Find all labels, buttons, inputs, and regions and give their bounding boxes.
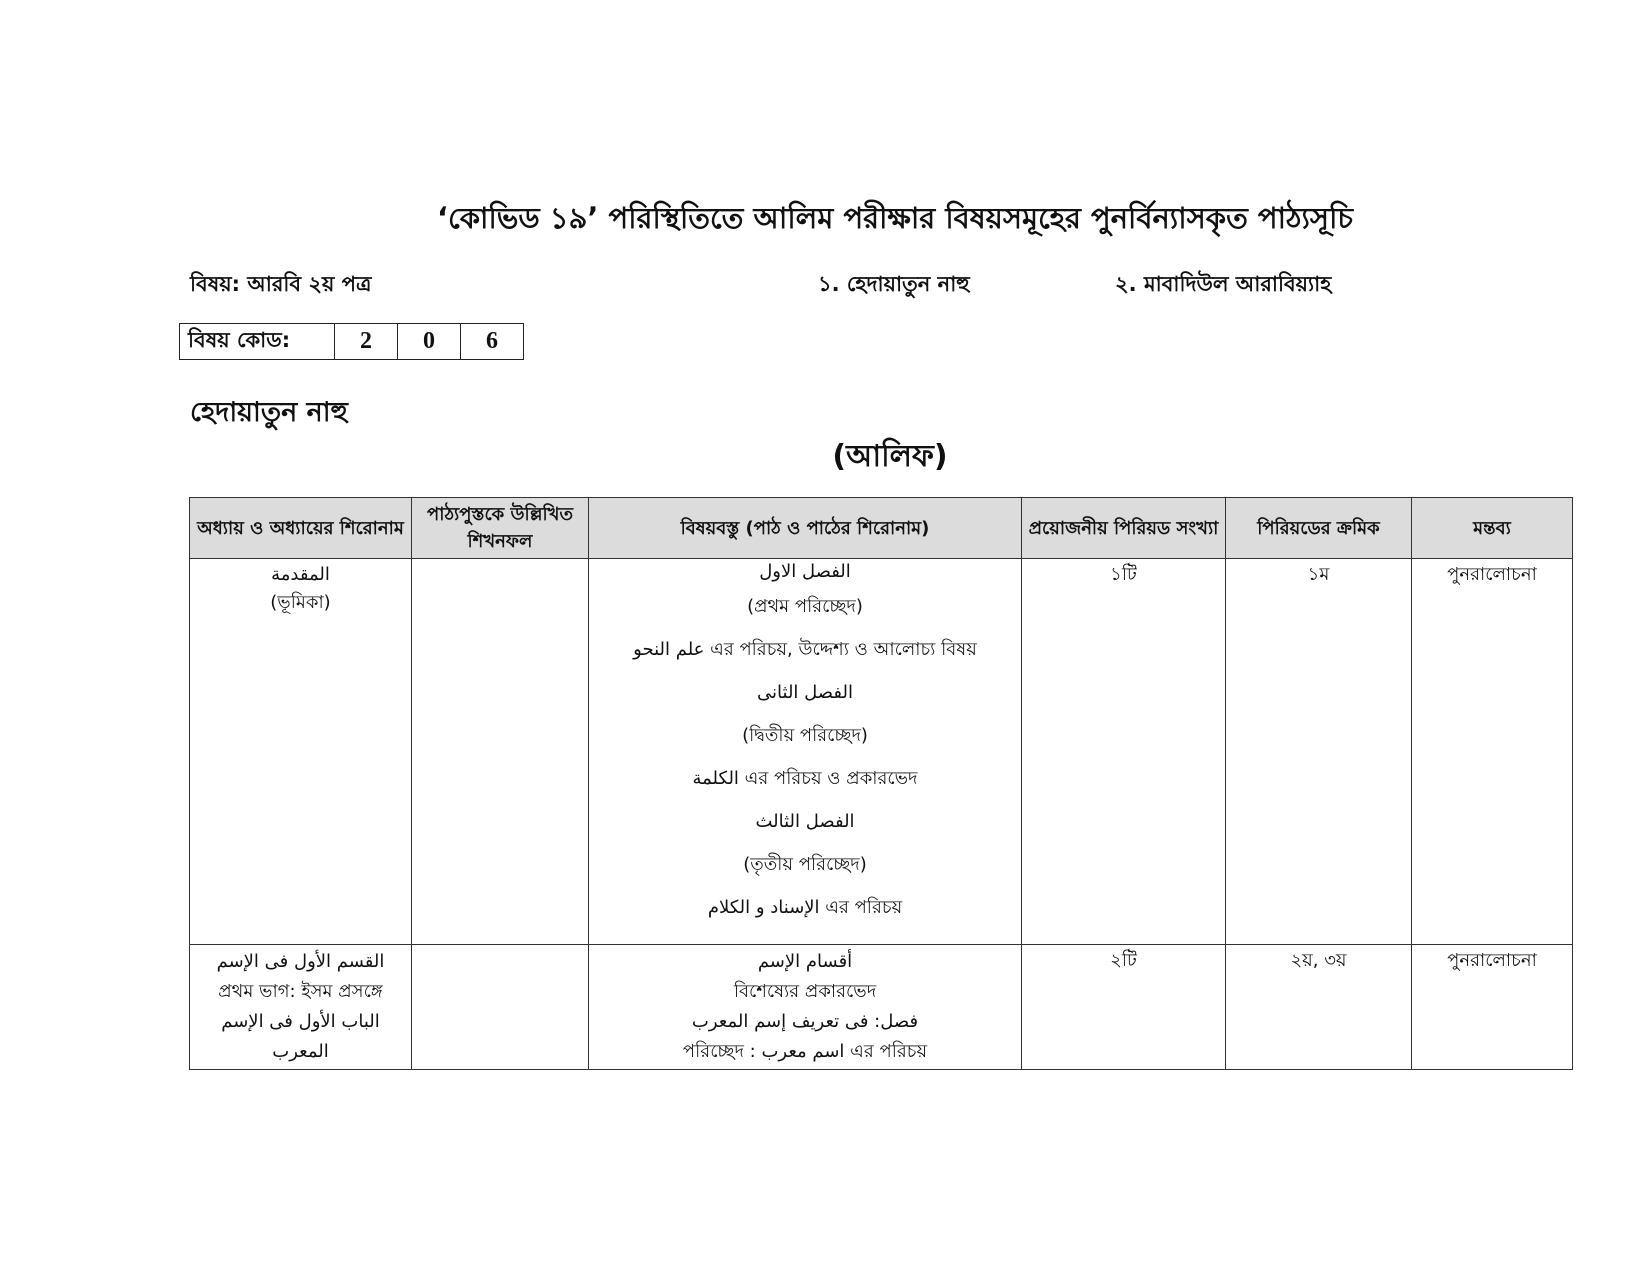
periods-cell: ১টি	[1022, 559, 1226, 945]
content-line: (দ্বিতীয় পরিচ্ছেদ)	[742, 725, 868, 746]
chapter-line: المعرب	[272, 1041, 329, 1062]
table-row	[190, 559, 1573, 945]
content-line: الفصل الاول	[759, 561, 851, 582]
page-title: ‘কোভিড ১৯’ পরিস্থিতিতে আলিম পরীক্ষার বিষয়সমূহের পুনর্বিন্যাসকৃত পাঠ্যসূচি	[436, 201, 1354, 235]
content-line: পরিচ্ছেদ : اسم معرب এর পরিচয়	[682, 1041, 928, 1062]
serial-cell: ২য়, ৩য়	[1226, 945, 1412, 1070]
chapter-line: القسم الأول فى الإسم	[216, 951, 385, 972]
chapter-line: (ভূমিকা)	[270, 591, 331, 613]
header-outcome: পাঠ্যপুস্তকে উল্লিখিত শিখনফল	[412, 498, 589, 559]
subject-code-table	[179, 323, 524, 360]
remark-cell: পুনরালোচনা	[1412, 945, 1573, 1070]
header-remark: মন্তব্য	[1412, 498, 1573, 559]
syllabus-table	[189, 497, 1573, 1070]
content-line: الفصل الثانى	[757, 682, 853, 703]
content-line: علم النحو এর পরিচয়, উদ্দেশ্য ও আলোচ্য বিষয়	[633, 639, 977, 660]
chapter-cell	[190, 945, 412, 1070]
header-chapter: অধ্যায় ও অধ্যায়ের শিরোনাম	[190, 498, 412, 559]
content-line: বিশেষ্যের প্রকারভেদ	[733, 981, 877, 1002]
chapter-line: المقدمة	[271, 564, 330, 585]
remark-cell: পুনরালোচনা	[1412, 559, 1573, 945]
outcome-cell	[412, 559, 589, 945]
outcome-cell	[412, 945, 589, 1070]
book-2-label: ২. মাবাদিউল আরাবিয়্যাহ	[1115, 272, 1332, 296]
content-line: (প্রথম পরিচ্ছেদ)	[747, 596, 863, 617]
content-line: فصل: فى تعريف إسم المعرب	[691, 1011, 919, 1032]
table-row	[190, 945, 1573, 1070]
table-header-row	[190, 498, 1573, 559]
content-line: الكلمة এর পরিচয় ও প্রকারভেদ	[692, 768, 918, 789]
book-1-label: ১. হেদায়াতুন নাহু	[818, 272, 970, 296]
chapter-cell	[190, 559, 412, 945]
content-cell	[589, 945, 1022, 1070]
header-content: বিষয়বস্তু (পাঠ ও পাঠের শিরোনাম)	[589, 498, 1022, 559]
subject-label: বিষয়: আরবি ২য় পত্র	[190, 272, 372, 296]
content-line: الفصل الثالث	[755, 811, 855, 832]
content-line: (তৃতীয় পরিচ্ছেদ)	[743, 854, 867, 875]
serial-cell: ১ম	[1226, 559, 1412, 945]
subject-code-digit: 2	[335, 324, 398, 360]
subject-code-digit: 0	[398, 324, 461, 360]
header-periods: প্রয়োজনীয় পিরিয়ড সংখ্যা	[1022, 498, 1226, 559]
chapter-line: الباب الأول فى الإسم	[221, 1011, 380, 1032]
sub-heading: (আলিফ)	[832, 439, 948, 474]
chapter-line: প্রথম ভাগ: ইসম প্রসঙ্গে	[218, 981, 383, 1002]
periods-cell: ২টি	[1022, 945, 1226, 1070]
header-serial: পিরিয়ডের ক্রমিক	[1226, 498, 1412, 559]
content-cell	[589, 559, 1022, 945]
subject-code-digit: 6	[461, 324, 524, 360]
subject-code-label: বিষয় কোড:	[180, 324, 335, 360]
section-heading: হেদায়াতুন নাহু	[190, 397, 348, 428]
content-line: الإسناد و الكلام এর পরিচয়	[707, 897, 903, 918]
content-line: أقسام الإسم	[757, 951, 853, 972]
